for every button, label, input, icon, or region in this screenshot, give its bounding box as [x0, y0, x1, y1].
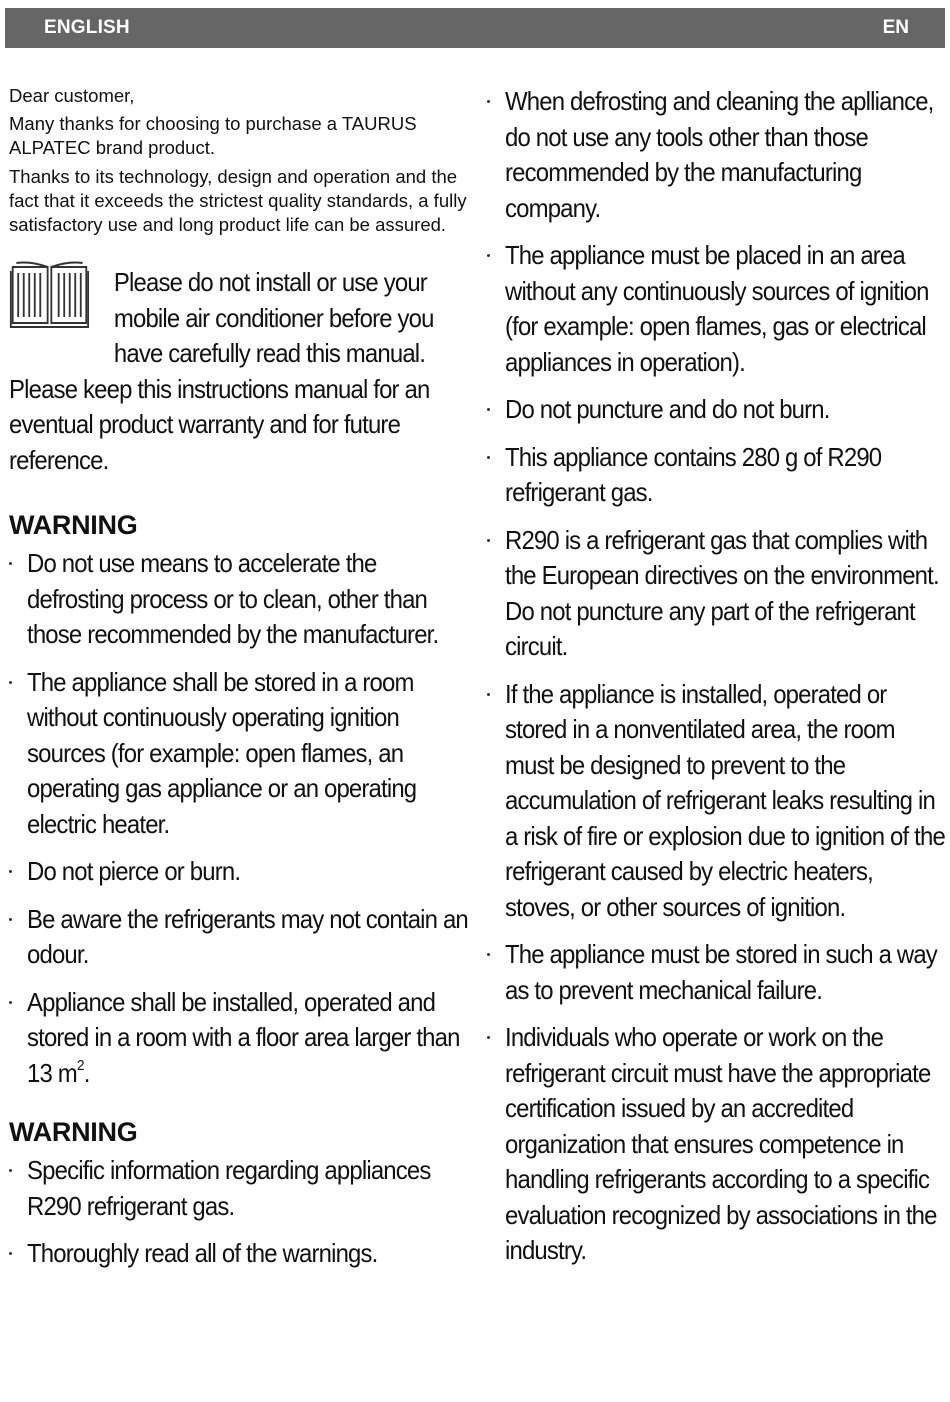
language-code: EN: [882, 17, 909, 38]
manual-note: [9, 265, 469, 478]
manual-note-text: Please do not install or use your mobile air conditioner before you have carefully read this manual. Please keep this instructions manual for an eventual product warranty and for future reference.: [9, 267, 434, 475]
list-item-floor-area: Appliance shall be installed, operated and stored in a room with a floor area larger than 13 $m^2$.: [9, 985, 467, 1092]
list-item: Do not pierce or burn.: [9, 854, 467, 890]
language-label: ENGLISH: [44, 17, 130, 38]
list-item: This appliance contains 280 g of R290 refrigerant gas.: [487, 440, 945, 511]
warning-list-1: [9, 546, 467, 1091]
list-item: If the appliance is installed, operated or stored in a nonventilated area, the room must be designed to prevent to the accumulation of refrigerant leaks resulting in a risk of fire or explosion due to ignition of the refrigerant caused by electric heaters, stoves, or other sources of ignition.: [487, 677, 945, 926]
superscript-two: 2: [76, 1056, 84, 1074]
greeting: Dear customer,: [9, 85, 135, 106]
list-item: Be aware the refrigerants may not contain an odour.: [9, 902, 467, 973]
list-item: Do not puncture and do not burn.: [487, 392, 945, 428]
list-item: The appliance shall be stored in a room without continuously operating ignition sources (for example: open flames, an operating gas appliance or an operating electric heater.: [9, 665, 467, 843]
technology-text: Thanks to its technology, design and operation and the fact that it exceeds the strictest quality standards, a fully satisfactory use and long product life can be assured.: [9, 166, 467, 235]
list-item: Specific information regarding appliances R290 refrigerant gas.: [9, 1153, 467, 1224]
list-item: Thoroughly read all of the warnings.: [9, 1236, 467, 1272]
warning-title-1: WARNING: [9, 510, 138, 540]
intro-section: [9, 84, 467, 237]
open-book-icon: [9, 259, 90, 331]
list-item: Individuals who operate or work on the refrigerant circuit must have the appropriate certification issued by an accredited organization that ensures competence in handling refrigerants according to a specific evaluation recognized by associations in the industry.: [487, 1020, 945, 1269]
warning-title-2: WARNING: [9, 1117, 138, 1147]
right-warning-list: [487, 84, 945, 1269]
warning-list-2: [9, 1153, 467, 1272]
thanks-text: Many thanks for choosing to purchase a TAURUS ALPATEC brand product.: [9, 113, 417, 158]
list-item: The appliance must be stored in such a way as to prevent mechanical failure.: [487, 937, 945, 1008]
list-item: When defrosting and cleaning the aplliance, do not use any tools other than those recommended by the manufacturing company.: [487, 84, 945, 226]
list-item: The appliance must be placed in an area without any continuously sources of ignition (for example: open flames, gas or electrical appliances in operation).: [487, 238, 945, 380]
right-column: [487, 84, 945, 1281]
list-item: R290 is a refrigerant gas that complies with the European directives on the environment. Do not puncture any part of the refrigerant circuit.: [487, 523, 945, 665]
header-bar: [5, 8, 945, 48]
list-item: Do not use means to accelerate the defrosting process or to clean, other than those recommended by the manufacturer.: [9, 546, 467, 653]
left-column: [9, 84, 467, 1284]
